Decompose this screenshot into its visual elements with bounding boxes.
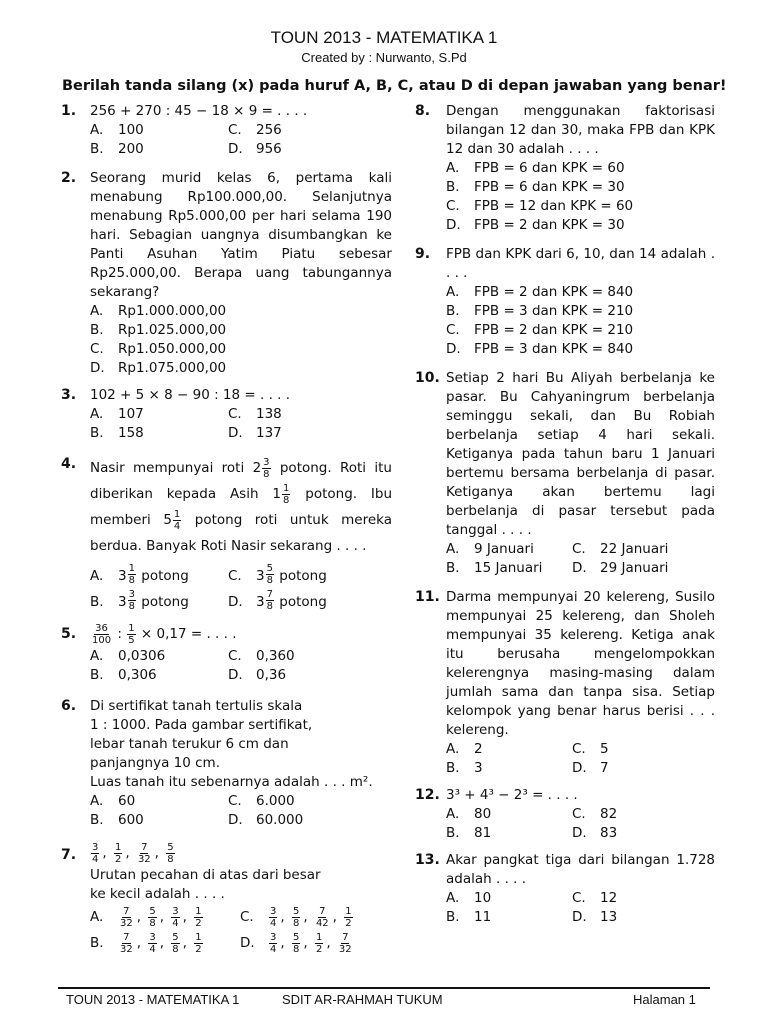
question-number: 12. — [415, 787, 440, 803]
option-d[interactable]: D. 13 — [572, 909, 618, 925]
options — [90, 121, 392, 159]
option-c[interactable]: C. 138 — [228, 406, 282, 422]
fraction: $\frac{7}{32}$ — [120, 931, 133, 955]
option-b[interactable]: B. 0,306 — [90, 667, 157, 683]
option-b[interactable]: B. FPB = 3 dan KPK = 210 — [446, 303, 634, 319]
fraction: $\frac{7}{42}$ — [315, 905, 329, 929]
question-1 — [62, 102, 392, 159]
option-d[interactable]: D. 7 — [572, 760, 609, 776]
option-a[interactable]: A. 107 — [90, 406, 144, 422]
fraction: $\frac{3}{4}$ — [270, 905, 277, 929]
question-text: Seorang murid kelas 6, pertama kali menabung Rp100.000,00. Selanjutnya menabung Rp5.000,00 per hari selama 190 hari. Sebagian uangnya disumbangkan ke Panti Asuhan Yatim Piatu sebesar Rp25.000,00. Berapa uang tabungannya sekarang? — [90, 170, 392, 300]
option-c[interactable]: C. 82 — [572, 806, 618, 822]
options — [90, 563, 392, 615]
option-a[interactable]: A. 2 — [446, 741, 483, 757]
fraction: $\frac{7}{32}$ — [137, 841, 151, 865]
option-c[interactable]: C. FPB = 12 dan KPK = 60 — [446, 198, 634, 214]
fraction-list: $\frac{3}{4}$ , $\frac{1}{2}$ , $\frac{7}{32}$ , $\frac{5}{8}$ — [92, 841, 174, 865]
fraction: $\frac{1}{2}$ — [114, 841, 122, 865]
question-number: 6. — [61, 698, 77, 714]
option-c[interactable]: C. 22 Januari — [572, 541, 669, 557]
question-text: 256 + 270 : 45 − 18 × 9 = . . . . — [90, 103, 308, 119]
question-text: Akar pangkat tiga dari bilangan 1.728 adalah . . . . — [446, 852, 715, 887]
option-d[interactable]: D. $\frac{3}{4}$ , $\frac{5}{8}$ , $\frac{1}{2}$ , $\frac{7}{32}$ — [240, 931, 352, 955]
option-c[interactable]: C. 12 — [572, 890, 618, 906]
option-b[interactable]: B. 600 — [90, 812, 144, 828]
question-text: Urutan pecahan di atas dari besar ke kecil adalah . . . . — [90, 867, 321, 902]
option-b[interactable]: B. 3 3 8 potong — [90, 589, 189, 612]
option-b[interactable]: B. $\frac{7}{32}$ , $\frac{3}{4}$ , $\frac{5}{8}$ , $\frac{1}{2}$ — [90, 931, 202, 955]
question-5 — [62, 621, 392, 685]
fraction: $\frac{5}{8}$ — [292, 905, 300, 929]
option-b[interactable]: B. 158 — [90, 425, 144, 441]
fraction: $\frac{1}{2}$ — [195, 905, 202, 929]
option-c[interactable]: C. $\frac{3}{4}$ , $\frac{5}{8}$ , $\frac{7}{42}$ , $\frac{1}{2}$ — [240, 905, 352, 929]
question-number: 8. — [415, 103, 431, 119]
options — [90, 904, 392, 956]
question-number: 3. — [61, 387, 77, 403]
fraction: $\frac{7}{32}$ — [338, 931, 352, 955]
question-text: Darma mempunyai 20 kelereng, Susilo mempunyai 25 kelereng, dan Sholeh mempunyai 35 kelereng. Ketiga anak itu berusaha mengelompokkan kelerengnya masing-masing dalam jumlah sama dan tanpa sisa. Setiap kelompok yang benar harus berisi . . . kelereng. — [446, 589, 715, 738]
options — [446, 540, 715, 578]
fraction: $\frac{1}{2}$ — [315, 931, 323, 955]
fraction: $\frac{1}{2}$ — [195, 931, 202, 955]
question-4 — [62, 455, 392, 615]
instruction: Berilah tanda silang (x) pada huruf A, B, C, atau D di depan jawaban yang benar! — [62, 78, 727, 94]
question-number: 5. — [61, 626, 77, 642]
question-13 — [415, 851, 715, 927]
option-c[interactable]: C. Rp1.050.000,00 — [90, 341, 227, 357]
options — [446, 805, 715, 843]
option-a[interactable]: A. 60 — [90, 793, 136, 809]
options — [90, 647, 392, 685]
left-column — [62, 102, 392, 962]
option-b[interactable]: B. FPB = 6 dan KPK = 30 — [446, 179, 625, 195]
question-number: 13. — [415, 852, 440, 868]
fraction: $\frac{3}{8}$ — [263, 456, 270, 480]
option-b[interactable]: B. 11 — [446, 909, 492, 925]
question-12 — [415, 786, 715, 843]
option-c[interactable]: C. 256 — [228, 122, 282, 138]
option-c[interactable]: C. 5 — [572, 741, 609, 757]
question-10 — [415, 369, 715, 578]
question-number: 7. — [61, 847, 77, 863]
footer-divider — [58, 987, 710, 989]
option-b[interactable]: B. 81 — [446, 825, 492, 841]
author-line: Created by : Nurwanto, S.Pd — [301, 50, 467, 65]
option-d[interactable]: D. 956 — [228, 141, 282, 157]
option-a[interactable]: A. Rp1.000.000,00 — [90, 303, 227, 319]
option-d[interactable]: D. 60.000 — [228, 812, 304, 828]
fraction: $\frac{5}{8}$ — [167, 841, 174, 865]
option-d[interactable]: D. 3 7 8 potong — [228, 589, 327, 612]
option-c[interactable]: C. 6.000 — [228, 793, 295, 809]
option-d[interactable]: D. Rp1.075.000,00 — [90, 360, 227, 376]
fraction: $\frac{5}{8}$ — [292, 931, 300, 955]
options — [446, 159, 715, 235]
options — [90, 405, 392, 443]
question-3 — [62, 386, 392, 443]
question-11 — [415, 588, 715, 778]
footer-exam-title: TOUN 2013 - MATEMATIKA 1 — [66, 992, 240, 1007]
options — [446, 283, 715, 359]
question-6 — [62, 697, 392, 830]
fraction: $\frac{3}{4}$ — [149, 931, 156, 955]
fraction: $\frac{1}{2}$ — [345, 905, 352, 929]
option-a[interactable]: A. 10 — [446, 890, 492, 906]
option-c[interactable]: C. 3 5 8 potong — [228, 563, 327, 586]
question-text: 102 + 5 × 8 − 90 : 18 = . . . . — [90, 387, 291, 403]
option-a[interactable]: A. 0,0306 — [90, 648, 166, 664]
question-text: 3³ + 4³ − 2³ = . . . . — [446, 787, 578, 803]
option-a[interactable]: A. 3 1 8 potong — [90, 563, 189, 586]
question-number: 9. — [415, 246, 431, 262]
fraction: $\frac{7}{32}$ — [120, 905, 133, 929]
option-d[interactable]: D. 29 Januari — [572, 560, 669, 576]
question-text: FPB dan KPK dari 6, 10, dan 14 adalah . . . . — [446, 246, 715, 281]
footer-school: SDIT AR-RAHMAH TUKUM — [282, 992, 443, 1007]
option-a[interactable]: A. 100 — [90, 122, 144, 138]
right-column — [415, 102, 715, 933]
question-text: $\frac{36}{100}$ : $\frac{1}{5}$ × 0,17 = . . . . — [92, 622, 237, 646]
footer-page-number: Halaman 1 — [633, 992, 696, 1007]
fraction: $\frac{1}{4}$ — [173, 508, 181, 532]
option-b[interactable]: B. 3 — [446, 760, 483, 776]
option-a[interactable]: A. 80 — [446, 806, 492, 822]
option-a[interactable]: A. FPB = 6 dan KPK = 60 — [446, 160, 625, 176]
fraction: $\frac{1}{8}$ — [283, 482, 290, 506]
option-a[interactable]: A. $\frac{7}{32}$ , $\frac{5}{8}$ , $\frac{3}{4}$ , $\frac{1}{2}$ — [90, 905, 202, 929]
option-a[interactable]: A. 9 Januari — [446, 541, 534, 557]
option-d[interactable]: D. FPB = 3 dan KPK = 840 — [446, 341, 634, 357]
question-number: 11. — [415, 589, 440, 605]
option-b[interactable]: B. 15 Januari — [446, 560, 543, 576]
question-8 — [415, 102, 715, 235]
option-d[interactable]: D. 83 — [572, 825, 618, 841]
fraction: $\frac{5}{8}$ — [172, 931, 179, 955]
option-d[interactable]: D. 137 — [228, 425, 282, 441]
fraction: $\frac{5}{8}$ — [149, 905, 156, 929]
option-b[interactable]: B. 200 — [90, 141, 144, 157]
question-number: 10. — [415, 370, 440, 386]
question-text: Setiap 2 hari Bu Aliyah berbelanja ke pasar. Bu Cahyaningrum berbelanja seminggu sekali, dan Bu Robiah berbelanja setiap 4 hari sekali. Ketiganya pada tahun baru 1 Januari bertemu bersama berbelanja di pasar. Ketiganya akan bertemu lagi berbelanja di pasar tersebut pada tanggal . . . . — [446, 370, 715, 538]
question-number: 1. — [61, 103, 77, 119]
options — [90, 792, 392, 830]
fraction: $\frac{3}{4}$ — [92, 841, 99, 865]
question-7 — [62, 840, 392, 956]
option-b[interactable]: B. Rp1.025.000,00 — [90, 322, 227, 338]
question-number: 4. — [61, 456, 77, 472]
fraction: $\frac{3}{4}$ — [270, 931, 277, 955]
option-d[interactable]: D. 0,36 — [228, 667, 287, 683]
question-number: 2. — [61, 170, 77, 186]
page-title: TOUN 2013 - MATEMATIKA 1 — [270, 28, 498, 47]
options — [446, 889, 715, 927]
fraction: $\frac{3}{4}$ — [172, 905, 179, 929]
option-c[interactable]: C. 0,360 — [228, 648, 295, 664]
option-a[interactable]: A. FPB = 2 dan KPK = 840 — [446, 284, 634, 300]
question-9 — [415, 245, 715, 359]
options — [90, 302, 392, 378]
option-c[interactable]: C. FPB = 2 dan KPK = 210 — [446, 322, 634, 338]
question-text: Dengan menggunakan faktorisasi bilangan 12 dan 30, maka FPB dan KPK 12 dan 30 adalah . . . . — [446, 103, 715, 157]
options — [446, 740, 715, 778]
question-text: Di sertifikat tanah tertulis skala 1 : 1000. Pada gambar sertifikat, lebar tanah terukur 6 cm dan panjangnya 10 cm. Luas tanah itu sebenarnya adalah . . . m². — [90, 698, 373, 790]
question-text: Nasir mempunyai roti 2 $\frac{3}{8}$ potong. Roti itu diberikan kepada Asih 1 $\frac{1}{8}$ potong. Ibu memberi 5 $\frac{1}{4}$ potong roti untuk mereka berdua. Banyak Roti Nasir sekarang . . . . — [90, 456, 393, 554]
question-2 — [62, 169, 392, 378]
option-d[interactable]: D. FPB = 2 dan KPK = 30 — [446, 217, 625, 233]
